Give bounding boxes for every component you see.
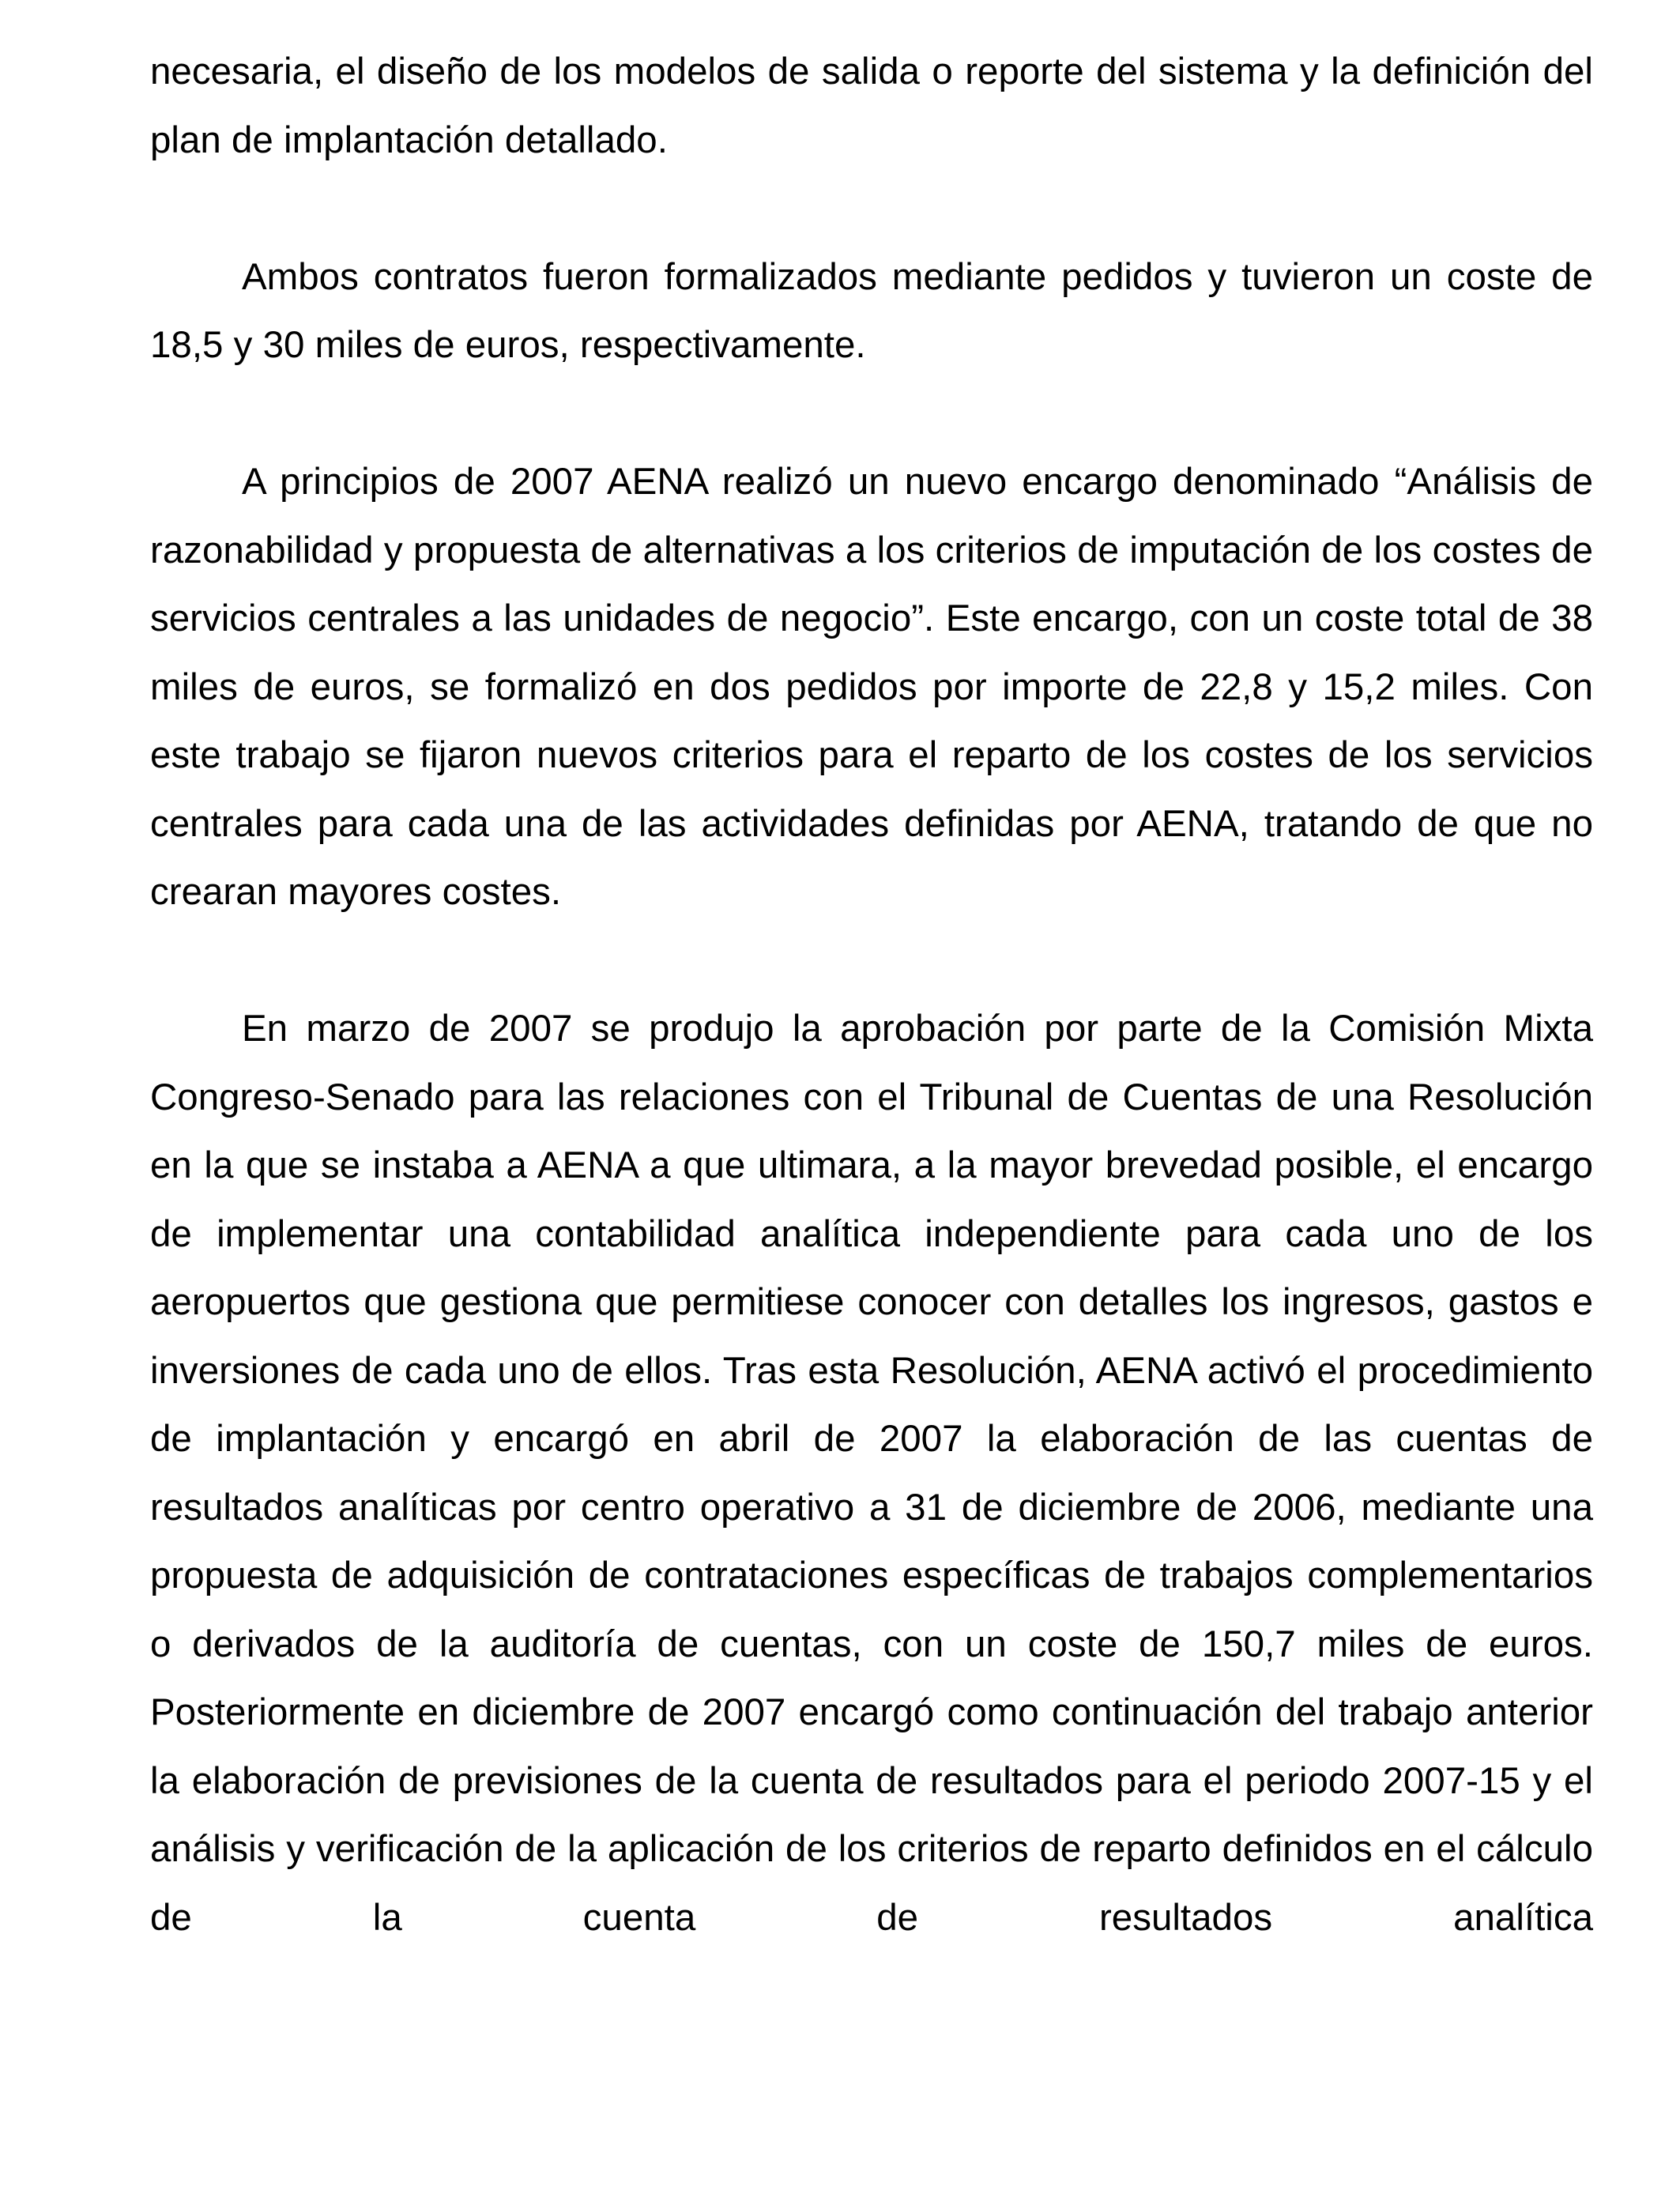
paragraph-comision-mixta: En marzo de 2007 se produjo la aprobación por parte de la Comisión Mixta Congreso-Senado para las relaciones con el Tribunal de Cuentas de una Resolución en la que se instaba a AENA a que ultimara, a la mayor brevedad posible, el encargo de implementar una contabilidad analítica independiente para cada uno de los aeropuertos que gestiona que permitiese conocer con detalles los ingresos, gastos e inversiones de cada uno de ellos. Tras esta Resolución, AENA activó el procedimiento de implantación y encargó en abril de 2007 la elaboración de las cuentas de resultados analíticas por centro operativo a 31 de diciembre de 2006, mediante una propuesta de adquisición de contrataciones específicas de trabajos complementarios o derivados de la auditoría de cuentas, con un coste de 150,7 miles de euros. Posteriormente en diciembre de 2007 encargó como continuación del trabajo anterior la elaboración de previsiones de la cuenta de resultados para el periodo 2007-15 y el análisis y verificación de la aplicación de los criterios de reparto definidos en el cálculo de la cuenta de resultados analítica: [150, 1008, 1593, 1939]
paragraph-contracts-cost: Ambos contratos fueron formalizados mediante pedidos y tuvieron un coste de 18,5 y 30 miles de euros, respectivamente.: [150, 255, 1593, 366]
document-page: [150, 38, 1593, 1952]
paragraph-2007-encargo: A principios de 2007 AENA realizó un nuevo encargo denominado “Análisis de razonabilidad y propuesta de alternativas a los criterios de imputación de los costes de servicios centrales a las unidades de negocio”. Este encargo, con un coste total de 38 miles de euros, se formalizó en dos pedidos por importe de 22,8 y 15,2 miles. Con este trabajo se fijaron nuevos criterios para el reparto de los costes de los servicios centrales para cada una de las actividades definidas por AENA, tratando de que no crearan mayores costes.: [150, 461, 1593, 913]
paragraph-continuation: necesaria, el diseño de los modelos de salida o reporte del sistema y la definición del plan de implantación detallado.: [150, 51, 1593, 161]
